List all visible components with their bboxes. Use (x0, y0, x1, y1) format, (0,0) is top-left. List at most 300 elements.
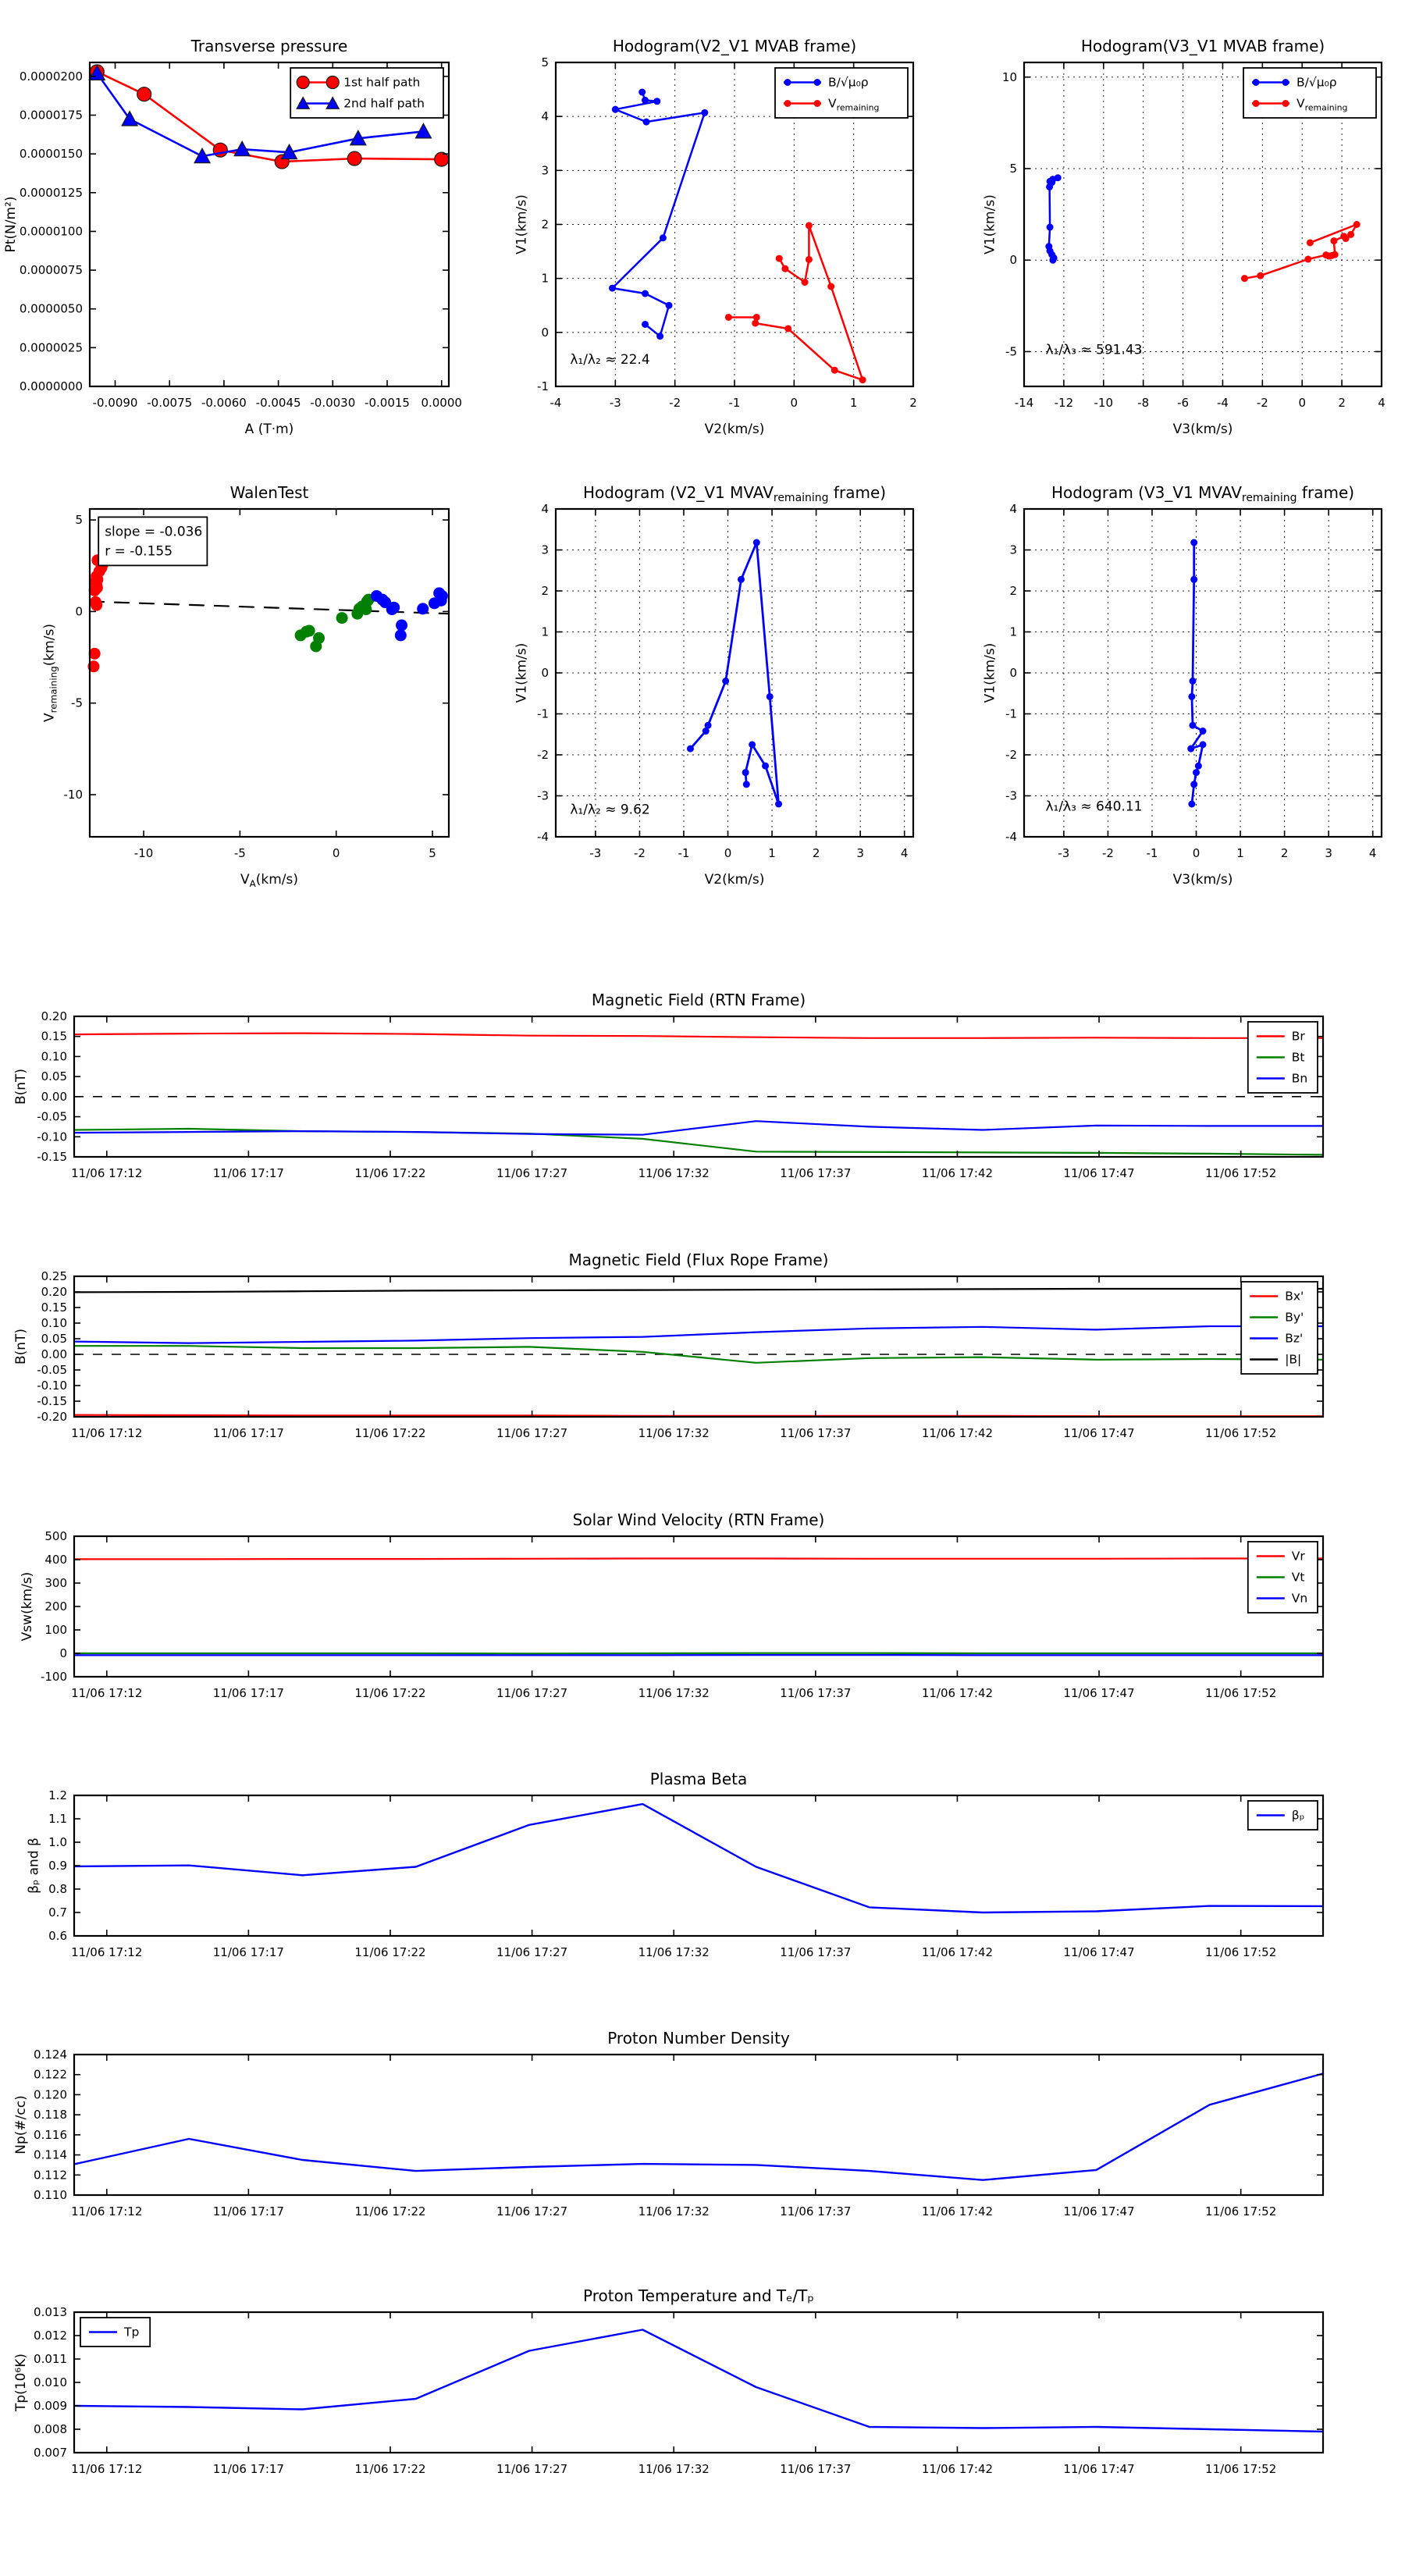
marker-dot (806, 256, 813, 263)
ticks (41, 1529, 1323, 1700)
x-tick-label: 0 (1192, 846, 1200, 860)
axes-frame (74, 2312, 1323, 2453)
y-tick-label: 1 (541, 271, 549, 286)
y-tick-label: -1 (1005, 706, 1017, 721)
marker-dot (1282, 79, 1289, 86)
y-axis-label: V1(km/s) (514, 194, 530, 254)
y-tick-label: 0.012 (34, 2329, 67, 2343)
x-tick-label: 11/06 17:37 (780, 2204, 852, 2218)
x-tick-label: -4 (550, 396, 562, 410)
y-tick-label: 0.013 (34, 2305, 67, 2319)
y-tick-label: -0.05 (37, 1363, 67, 1377)
annotation (1045, 343, 1142, 358)
marker-triangle (415, 123, 431, 138)
x-tick-label: 11/06 17:12 (71, 1426, 143, 1440)
marker-dot (1200, 741, 1207, 748)
y-tick-label: 500 (44, 1529, 67, 1543)
series-V_remaining-path (1187, 539, 1206, 808)
y-tick-label: 0.9 (48, 1859, 67, 1873)
series-Np (76, 2073, 1323, 2179)
legend-label: B/√μ₀ρ (1297, 75, 1337, 90)
y-tick-label: 0.7 (48, 1905, 67, 1920)
marker-dot (1189, 722, 1196, 729)
x-tick-label: -1 (728, 396, 741, 410)
y-tick-label: -0.15 (37, 1150, 67, 1164)
marker-dot (738, 576, 745, 583)
x-tick-label: -14 (1014, 396, 1034, 410)
x-tick-label: 1 (768, 846, 776, 860)
y-tick-label: 0.15 (41, 1300, 67, 1315)
marker-dot (1330, 237, 1337, 244)
panel-ts3 (20, 1510, 1323, 1700)
marker-dot (781, 265, 788, 272)
y-tick-label: 400 (44, 1553, 67, 1567)
marker-dot (802, 279, 809, 286)
marker-dot (660, 234, 667, 241)
series-Tp (76, 2330, 1323, 2432)
y-tick-label: 3 (541, 543, 549, 557)
y-tick-label: 0.009 (34, 2399, 67, 2413)
x-tick-label: 11/06 17:32 (638, 1686, 710, 1700)
y-tick-label: 0.118 (34, 2108, 67, 2122)
panel-p5 (514, 483, 913, 888)
x-tick-label: 11/06 17:17 (212, 1426, 284, 1440)
x-tick-label: -1 (678, 846, 690, 860)
ticks (37, 1009, 1323, 1180)
marker-dot (666, 302, 673, 309)
marker-dot (1322, 251, 1329, 258)
y-tick-label: 0.0000100 (19, 224, 83, 239)
x-tick-label: -8 (1137, 396, 1150, 410)
annotation (98, 517, 207, 565)
legend-label: $V_{remaining}$ (828, 96, 880, 113)
series-Vt (76, 1653, 1323, 1654)
marker-dot (388, 602, 400, 614)
legend (1248, 1542, 1318, 1613)
marker-dot (304, 625, 315, 637)
x-tick-label: 11/06 17:52 (1205, 1945, 1277, 1959)
x-tick-label: -0.0015 (365, 396, 410, 410)
y-tick-label: 0.116 (34, 2127, 67, 2142)
x-tick-label: 2 (1338, 396, 1346, 410)
panel-p2 (514, 37, 917, 437)
marker-circle (326, 76, 339, 89)
axes-frame (74, 1795, 1323, 1936)
marker-dot (1046, 183, 1053, 190)
marker-dot (687, 745, 694, 753)
y-tick-label: 0.0000050 (19, 301, 83, 316)
marker-dot (612, 106, 619, 113)
x-tick-label: 11/06 17:47 (1063, 2204, 1135, 2218)
series-Bn (76, 1121, 1323, 1135)
x-tick-label: 4 (1378, 396, 1385, 410)
x-tick-label: 11/06 17:32 (638, 2204, 710, 2218)
x-tick-label: -0.0030 (310, 396, 356, 410)
x-tick-label: 4 (1368, 846, 1377, 860)
x-tick-label: 11/06 17:42 (921, 2462, 994, 2476)
y-axis-label: V1(km/s) (982, 642, 998, 703)
marker-dot (1195, 763, 1202, 770)
panel-p1 (3, 37, 462, 437)
x-tick-label: 0 (1298, 396, 1306, 410)
y-axis-label: Tp(10⁶K) (13, 2353, 29, 2412)
x-tick-label: 11/06 17:22 (354, 1426, 426, 1440)
x-tick-label: 11/06 17:37 (780, 1686, 852, 1700)
y-tick-label: 0.0000200 (19, 69, 83, 84)
y-tick-label: 0.010 (34, 2375, 67, 2389)
x-tick-label: 11/06 17:52 (1205, 1686, 1277, 1700)
marker-dot (1190, 781, 1197, 788)
x-axis-label: V3(km/s) (1172, 422, 1233, 437)
y-tick-label: 0 (541, 325, 549, 340)
grid (556, 509, 913, 837)
x-tick-label: 11/06 17:12 (71, 2204, 143, 2218)
legend (1241, 1282, 1318, 1374)
y-tick-label: -1 (537, 706, 549, 721)
x-tick-label: 11/06 17:17 (212, 2204, 284, 2218)
x-tick-label: 11/06 17:42 (921, 2204, 994, 2218)
y-tick-label: 10 (1001, 69, 1017, 84)
x-tick-label: 2 (812, 846, 820, 860)
x-tick-label: 11/06 17:47 (1063, 2462, 1135, 2476)
series-V_remaining (725, 222, 866, 383)
y-tick-label: 100 (44, 1623, 67, 1637)
panel-ts5 (13, 2029, 1323, 2218)
svg-text:slope = -0.036: slope = -0.036 (105, 524, 203, 540)
y-tick-label: 0.122 (34, 2067, 67, 2082)
y-tick-label: 0.0000175 (19, 108, 83, 123)
x-tick-label: -3 (1058, 846, 1070, 860)
series-Vr (76, 1559, 1323, 1560)
legend-label: B/√μ₀ρ (828, 75, 869, 90)
panel-title: Hodogram(V2_V1 MVAB frame) (612, 37, 857, 55)
y-tick-label: 0.011 (34, 2352, 67, 2366)
y-tick-label: 2 (541, 584, 549, 598)
x-tick-label: 11/06 17:27 (496, 2462, 568, 2476)
y-tick-label: 0.0000025 (19, 340, 83, 355)
marker-dot (1047, 224, 1054, 231)
y-tick-label: 4 (1009, 502, 1017, 516)
legend-label: |B| (1285, 1352, 1302, 1367)
marker-dot (653, 98, 660, 105)
x-tick-label: 2 (1280, 846, 1289, 860)
marker-dot (1190, 539, 1197, 546)
x-tick-label: 11/06 17:27 (496, 2204, 568, 2218)
y-axis-label: βₚ and β (26, 1838, 42, 1894)
axes-frame (74, 2055, 1323, 2195)
legend (80, 2318, 150, 2347)
marker-dot (705, 722, 712, 729)
y-axis-label: V1(km/s) (982, 194, 998, 254)
panel-p6 (983, 483, 1382, 888)
x-tick-label: 11/06 17:42 (921, 1945, 994, 1959)
x-tick-label: -5 (233, 846, 246, 860)
y-tick-label: 0.0000125 (19, 185, 83, 200)
y-tick-label: -4 (537, 830, 549, 844)
x-tick-label: -3 (609, 396, 621, 410)
legend-label: Bt (1291, 1050, 1305, 1065)
x-tick-label: 0 (724, 846, 732, 860)
y-tick-label: 0 (1009, 253, 1017, 268)
y-tick-label: -3 (537, 788, 549, 803)
legend (775, 68, 908, 118)
svg-text:λ₁/λ₂ ≈ 22.4: λ₁/λ₂ ≈ 22.4 (570, 351, 650, 368)
marker-dot (1188, 693, 1195, 700)
y-tick-label: -100 (40, 1670, 67, 1684)
marker-dot (784, 79, 791, 86)
legend (1248, 1022, 1318, 1093)
y-tick-label: 0.05 (41, 1069, 67, 1084)
annotation (570, 802, 649, 818)
y-tick-label: 0.0000075 (19, 263, 83, 278)
y-tick-label: -0.15 (37, 1394, 67, 1408)
marker-dot (1253, 100, 1260, 107)
marker-circle (137, 87, 151, 101)
panel-title: WalenTest (229, 483, 309, 502)
y-tick-label: 0 (59, 1646, 67, 1660)
y-tick-label: 200 (44, 1599, 67, 1614)
y-tick-label: 5 (1009, 161, 1017, 176)
y-tick-label: 5 (75, 513, 83, 528)
ticks (34, 2048, 1323, 2218)
svg-text:r = -0.155: r = -0.155 (105, 543, 173, 560)
marker-dot (775, 801, 782, 808)
y-tick-label: 1 (1009, 624, 1017, 639)
marker-dot (642, 97, 649, 104)
legend-label: Vt (1291, 1570, 1305, 1585)
y-tick-label: 0.110 (34, 2188, 67, 2202)
y-tick-label: 0.10 (41, 1316, 67, 1330)
marker-dot (722, 678, 729, 685)
panel-title: Magnetic Field (Flux Rope Frame) (568, 1251, 829, 1269)
panel-title: Magnetic Field (RTN Frame) (591, 991, 806, 1009)
y-tick-label: 0 (75, 604, 83, 619)
y-tick-label: 1.0 (48, 1835, 67, 1849)
y-tick-label: 1 (541, 624, 549, 639)
x-tick-label: 1 (849, 396, 858, 410)
x-tick-label: 11/06 17:12 (71, 1166, 143, 1180)
x-tick-label: 3 (1325, 846, 1332, 860)
x-tick-label: 11/06 17:27 (496, 1166, 568, 1180)
marker-circle (347, 151, 361, 165)
y-tick-label: 0.112 (34, 2168, 67, 2183)
marker-dot (1200, 728, 1207, 735)
y-tick-label: 0.05 (41, 1332, 67, 1346)
x-tick-label: 11/06 17:47 (1063, 1426, 1135, 1440)
marker-dot (91, 600, 102, 611)
panel-p3 (983, 37, 1385, 437)
marker-dot (827, 283, 834, 290)
marker-dot (814, 100, 821, 107)
marker-dot (642, 321, 649, 328)
marker-dot (1190, 576, 1197, 583)
y-axis-label: B(nT) (13, 1328, 29, 1365)
x-tick-label: 11/06 17:47 (1063, 1686, 1135, 1700)
y-tick-label: 0.120 (34, 2087, 67, 2102)
y-tick-label: 5 (541, 55, 549, 69)
x-axis-label: V3(km/s) (1172, 872, 1233, 888)
x-tick-label: 0 (790, 396, 799, 410)
legend-label: Tp (124, 2325, 140, 2339)
x-tick-label: 0.0000 (421, 396, 462, 410)
y-tick-label: 0.25 (41, 1269, 67, 1283)
x-tick-label: 11/06 17:52 (1205, 1166, 1277, 1180)
y-tick-label: 3 (541, 163, 549, 178)
y-tick-label: 0.0000150 (19, 147, 83, 162)
x-tick-label: -0.0060 (201, 396, 247, 410)
svg-text:λ₁/λ₃ ≈ 640.11: λ₁/λ₃ ≈ 640.11 (1045, 799, 1143, 815)
x-tick-label: 11/06 17:42 (921, 1166, 994, 1180)
y-axis-label: Np(#/cc) (13, 2095, 29, 2154)
x-tick-label: 3 (856, 846, 864, 860)
y-tick-label: 0.20 (41, 1285, 67, 1299)
legend-label: Vr (1291, 1549, 1305, 1564)
marker-dot (396, 619, 407, 631)
x-tick-label: 11/06 17:52 (1205, 2462, 1277, 2476)
y-tick-label: 3 (1009, 543, 1017, 557)
x-tick-label: -1 (1146, 846, 1158, 860)
marker-dot (1304, 256, 1311, 263)
legend (1243, 68, 1376, 118)
marker-dot (749, 741, 756, 748)
y-tick-label: 4 (541, 109, 549, 124)
panel-p4 (41, 483, 449, 889)
x-tick-label: 11/06 17:37 (780, 1426, 852, 1440)
x-tick-label: -0.0075 (147, 396, 193, 410)
marker-dot (1340, 233, 1347, 240)
x-axis-label: A (T·m) (244, 422, 294, 437)
x-tick-label: 11/06 17:27 (496, 1426, 568, 1440)
marker-dot (1307, 239, 1314, 246)
panel-title: Transverse pressure (190, 37, 348, 55)
x-tick-label: 11/06 17:22 (354, 1686, 426, 1700)
series-middle-interval (295, 594, 375, 653)
x-tick-label: -2 (1101, 846, 1114, 860)
x-tick-label: -3 (589, 846, 602, 860)
y-tick-label: -0.10 (37, 1130, 67, 1144)
marker-dot (814, 79, 821, 86)
y-axis-label: Pt(N/m²) (3, 196, 20, 253)
x-tick-label: 11/06 17:47 (1063, 1166, 1135, 1180)
marker-dot (1241, 275, 1248, 282)
svg-text:λ₁/λ₂ ≈ 9.62: λ₁/λ₂ ≈ 9.62 (570, 802, 650, 818)
x-tick-label: -2 (669, 396, 681, 410)
marker-dot (1253, 79, 1260, 86)
grid (1024, 509, 1382, 837)
y-tick-label: 0.124 (34, 2048, 67, 2062)
x-tick-label: 5 (429, 846, 436, 860)
marker-dot (742, 769, 749, 776)
axes-frame (556, 509, 913, 837)
x-tick-label: 2 (909, 396, 917, 410)
y-tick-label: 0.007 (34, 2446, 67, 2460)
marker-dot (784, 325, 791, 332)
marker-dot (784, 100, 791, 107)
legend (290, 68, 443, 118)
marker-dot (609, 285, 616, 292)
marker-dot (336, 612, 348, 624)
series-|B| (76, 1289, 1323, 1292)
x-tick-label: 11/06 17:47 (1063, 1945, 1135, 1959)
x-tick-label: 0 (332, 846, 340, 860)
legend (1248, 1801, 1318, 1830)
x-axis-label: V2(km/s) (704, 872, 765, 888)
x-tick-label: -2 (1256, 396, 1268, 410)
y-tick-label: 0.8 (48, 1882, 67, 1896)
marker-dot (776, 255, 783, 262)
marker-dot (1189, 678, 1196, 685)
x-tick-label: -10 (1094, 396, 1114, 410)
x-tick-label: 11/06 17:52 (1205, 1426, 1277, 1440)
annotation (570, 352, 649, 368)
panel-title: Proton Temperature and Tₑ/Tₚ (583, 2286, 814, 2305)
x-tick-label: 1 (1236, 846, 1244, 860)
series-Br (76, 1034, 1323, 1038)
legend-label: Vn (1291, 1591, 1308, 1606)
series-B_scaled (609, 89, 708, 340)
y-tick-label: -10 (63, 788, 83, 802)
x-tick-label: 11/06 17:42 (921, 1686, 994, 1700)
x-tick-label: 11/06 17:32 (638, 1426, 710, 1440)
x-axis-label: $V_A(km/s)$ (240, 872, 299, 889)
legend-label: 2nd half path (343, 96, 425, 111)
x-tick-label: 11/06 17:32 (638, 1945, 710, 1959)
x-tick-label: -0.0090 (92, 396, 138, 410)
marker-dot (767, 693, 774, 700)
y-tick-label: 0.6 (48, 1929, 67, 1943)
y-tick-label: 0.114 (34, 2147, 67, 2162)
legend-label: $V_{remaining}$ (1297, 96, 1348, 113)
marker-circle (213, 143, 227, 157)
marker-dot (806, 222, 813, 229)
y-tick-label: -1 (537, 379, 549, 393)
y-tick-label: -0.20 (37, 1410, 67, 1424)
marker-dot (1188, 801, 1195, 808)
marker-dot (642, 290, 649, 297)
y-tick-label: 0.00 (41, 1347, 67, 1361)
annotation (1045, 799, 1142, 814)
x-tick-label: 11/06 17:17 (212, 1686, 284, 1700)
marker-dot (1257, 272, 1264, 279)
y-tick-label: -4 (1005, 830, 1017, 844)
marker-dot (436, 595, 447, 607)
y-axis-label: $V_{remaining}(km/s)$ (41, 624, 59, 722)
y-axis-label: V1(km/s) (514, 642, 530, 703)
marker-dot (859, 376, 866, 383)
series-V_remaining (1241, 221, 1361, 282)
x-tick-label: 11/06 17:22 (354, 2204, 426, 2218)
marker-dot (752, 320, 759, 327)
y-tick-label: 0.00 (41, 1089, 67, 1104)
legend-label: Br (1291, 1029, 1305, 1044)
x-tick-label: -2 (633, 846, 646, 860)
y-tick-label: 0 (541, 666, 549, 680)
marker-dot (1353, 221, 1361, 228)
series-Bz' (76, 1326, 1323, 1343)
panel-title: Plasma Beta (649, 1770, 748, 1788)
y-tick-label: -5 (1005, 344, 1017, 359)
x-tick-label: 11/06 17:27 (496, 1686, 568, 1700)
x-tick-label: 11/06 17:37 (780, 2462, 852, 2476)
y-tick-label: -2 (537, 748, 549, 762)
series-first-interval (87, 554, 108, 672)
y-axis-label: B(nT) (13, 1068, 29, 1105)
y-tick-label: 1.2 (48, 1788, 67, 1802)
legend-label: Bn (1291, 1071, 1308, 1086)
ticks (48, 1788, 1323, 1959)
y-axis-label: Vsw(km/s) (20, 1571, 36, 1642)
ticks (34, 2305, 1323, 2476)
